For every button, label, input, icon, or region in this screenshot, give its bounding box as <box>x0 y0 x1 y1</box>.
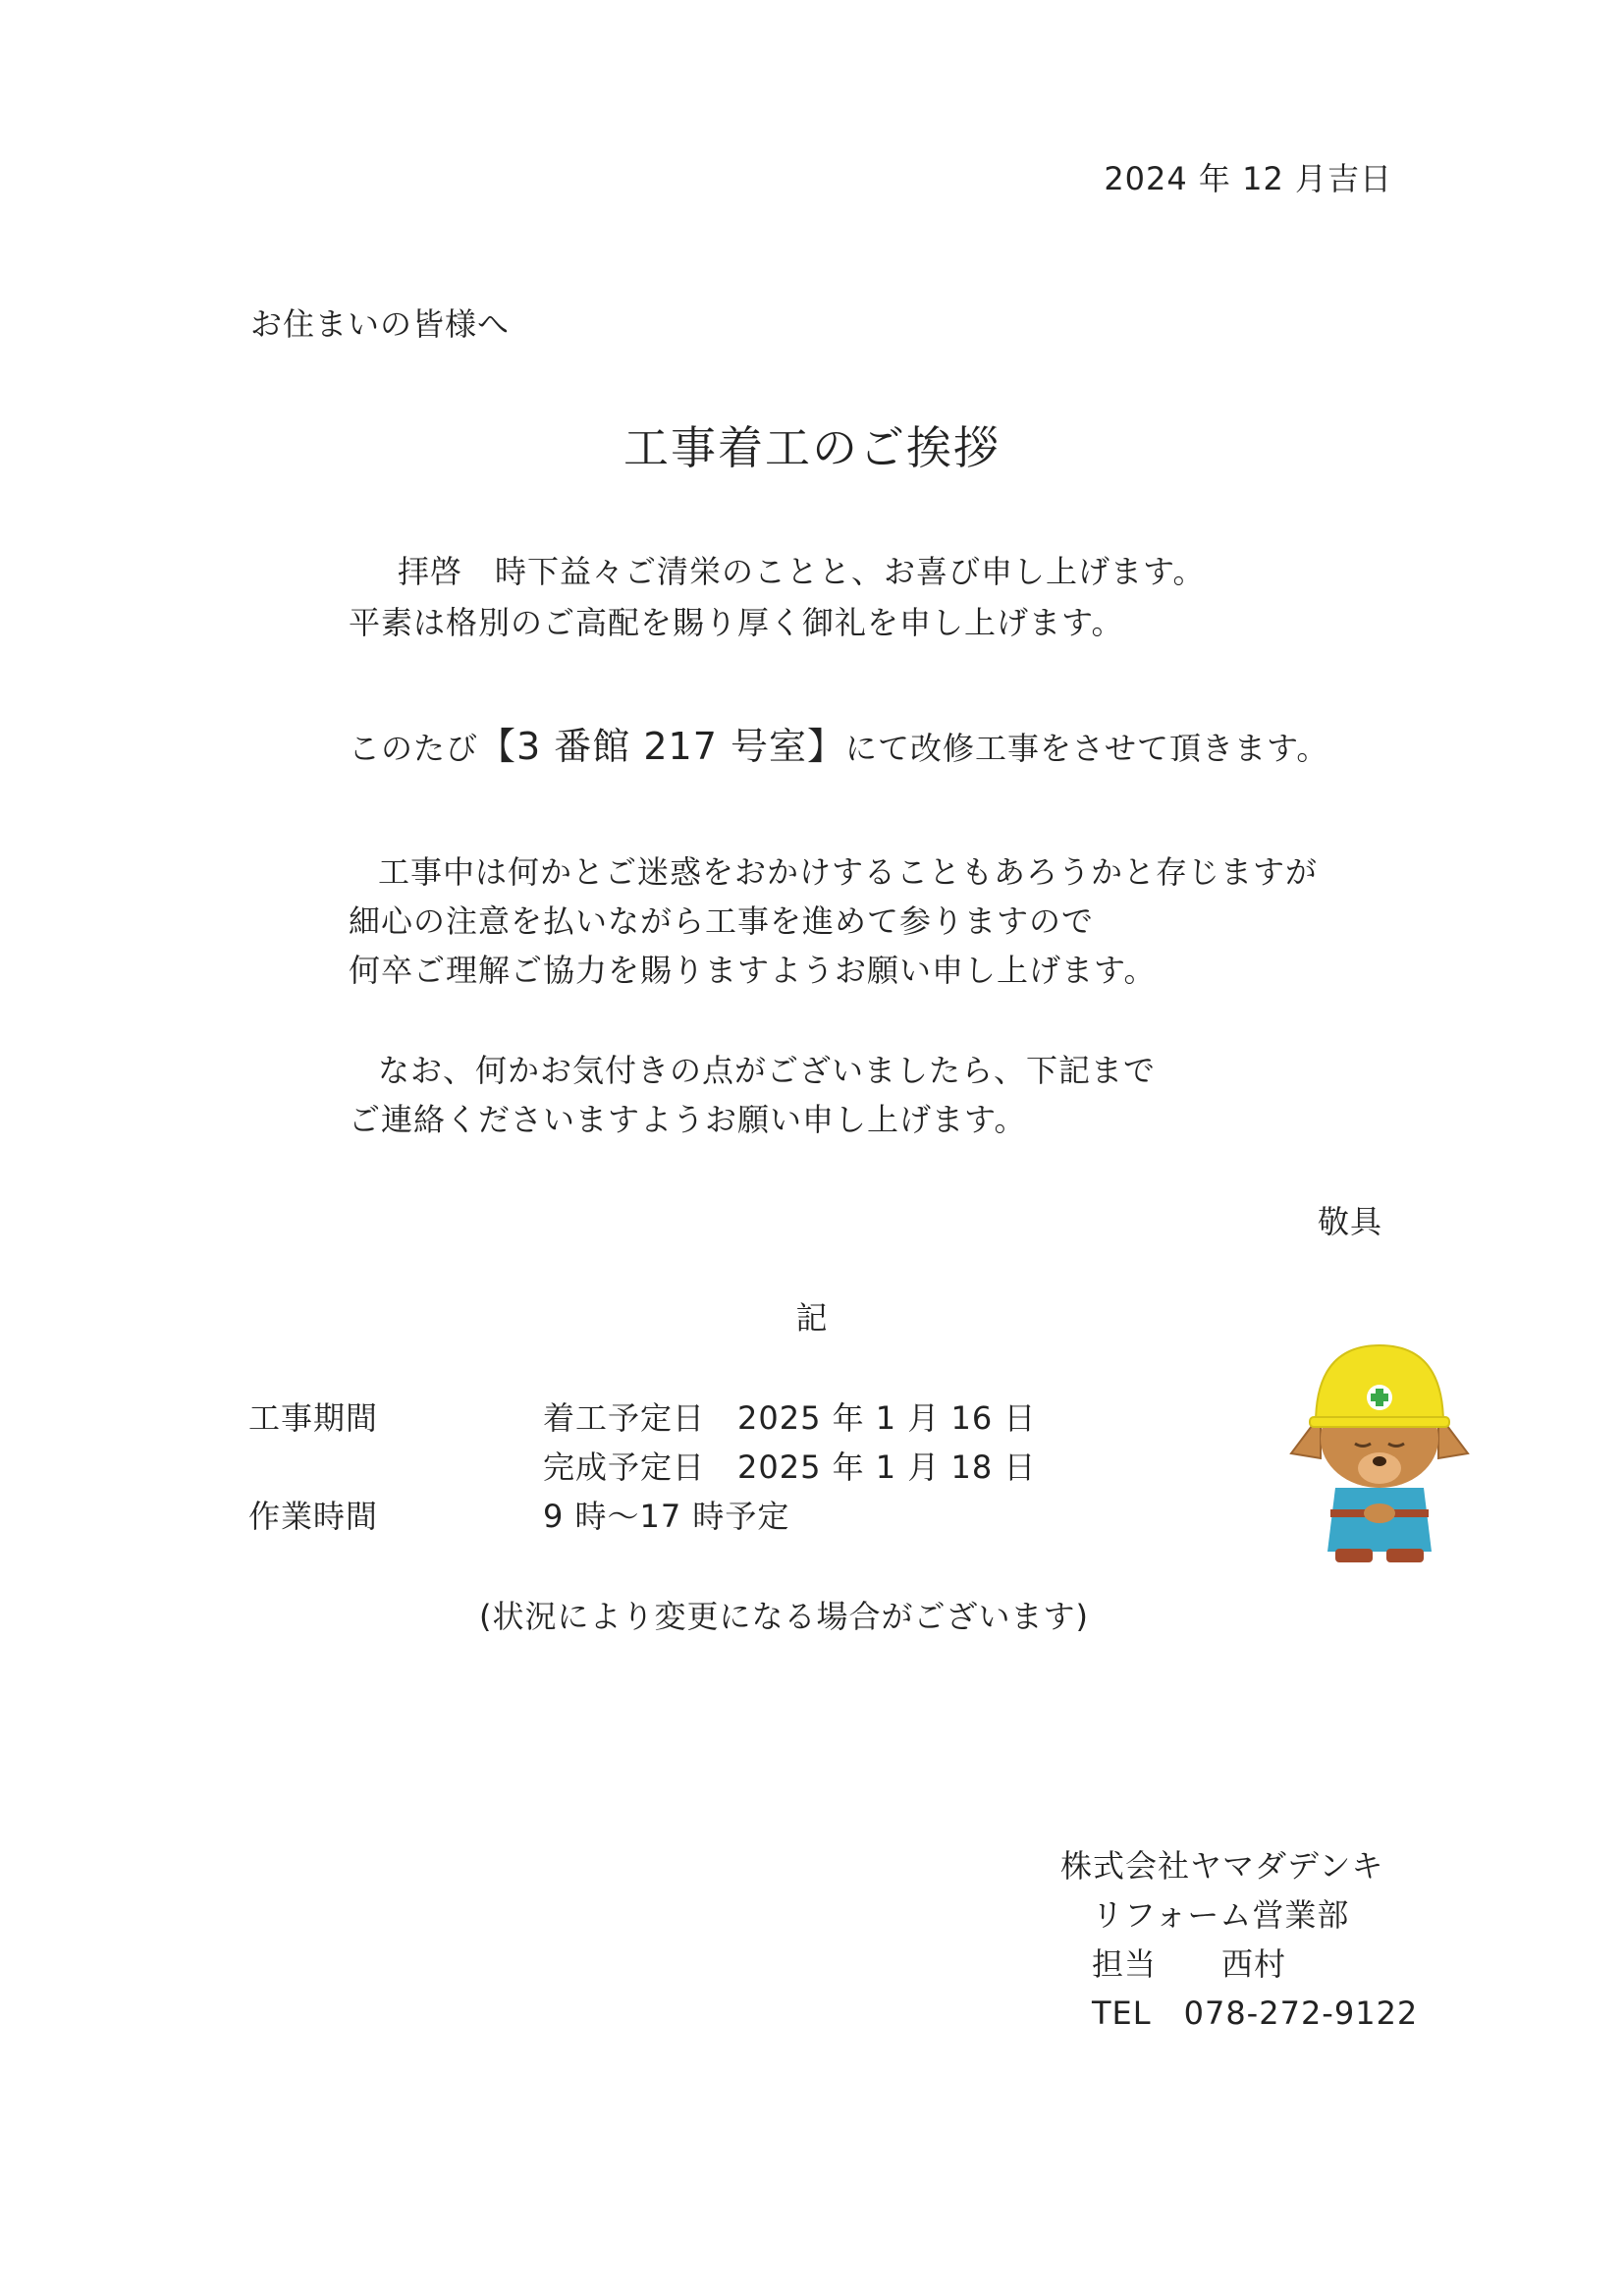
room-prefix: このたび <box>349 730 479 767</box>
ki-heading: 記 <box>795 1299 829 1337</box>
telephone: TEL 078-272-9122 <box>1092 1995 1419 2032</box>
letter-date: 2024 年 12 月吉日 <box>1104 160 1392 197</box>
paragraph-2-line-1: なお、何かお気付きの点がございましたら、下記まで <box>378 1052 1157 1089</box>
contact-person: 担当 西村 <box>1092 1945 1287 1983</box>
room-emphasis: 【3 番館 217 号室】 <box>478 725 845 768</box>
left-shoe <box>1335 1549 1373 1562</box>
work-hours: 9 時～17 時予定 <box>543 1498 790 1535</box>
paragraph-1-line-1: 工事中は何かとご迷惑をおかけすることもあろうかと存じますが <box>378 853 1319 891</box>
paws <box>1364 1503 1395 1523</box>
start-date: 着工予定日 2025 年 1 月 16 日 <box>543 1399 1037 1437</box>
company-name: 株式会社ヤマダデンキ <box>1060 1847 1384 1885</box>
greeting-line-2: 平素は格別のご高配を賜り厚く御礼を申し上げます。 <box>349 604 1124 641</box>
end-date: 完成予定日 2025 年 1 月 18 日 <box>543 1449 1037 1486</box>
room-suffix: にて改修工事をさせて頂きます。 <box>844 730 1329 767</box>
paragraph-2-line-2: ご連絡くださいますようお願い申し上げます。 <box>349 1101 1027 1138</box>
greeting-line-1: 拝啓 時下益々ご清栄のことと、お喜び申し上げます。 <box>398 553 1206 590</box>
mascot-dog-illustration <box>1286 1321 1473 1566</box>
hours-label: 作業時間 <box>248 1498 379 1535</box>
closing: 敬具 <box>1317 1203 1382 1240</box>
department: リフォーム営業部 <box>1092 1896 1350 1934</box>
addressee: お住まいの皆様へ <box>250 305 511 343</box>
paragraph-1-line-3: 何卒ご理解ご協力を賜りますようお願い申し上げます。 <box>349 952 1157 989</box>
helmet-brim <box>1310 1417 1449 1427</box>
right-shoe <box>1386 1549 1424 1562</box>
period-label: 工事期間 <box>248 1399 379 1437</box>
change-note: (状況により変更になる場合がございます) <box>479 1598 1089 1635</box>
paragraph-1-line-2: 細心の注意を払いながら工事を進めて参りますので <box>349 902 1095 940</box>
page-title: 工事着工のご挨拶 <box>623 421 1001 474</box>
nose <box>1373 1456 1386 1466</box>
room-notice <box>349 727 1328 768</box>
